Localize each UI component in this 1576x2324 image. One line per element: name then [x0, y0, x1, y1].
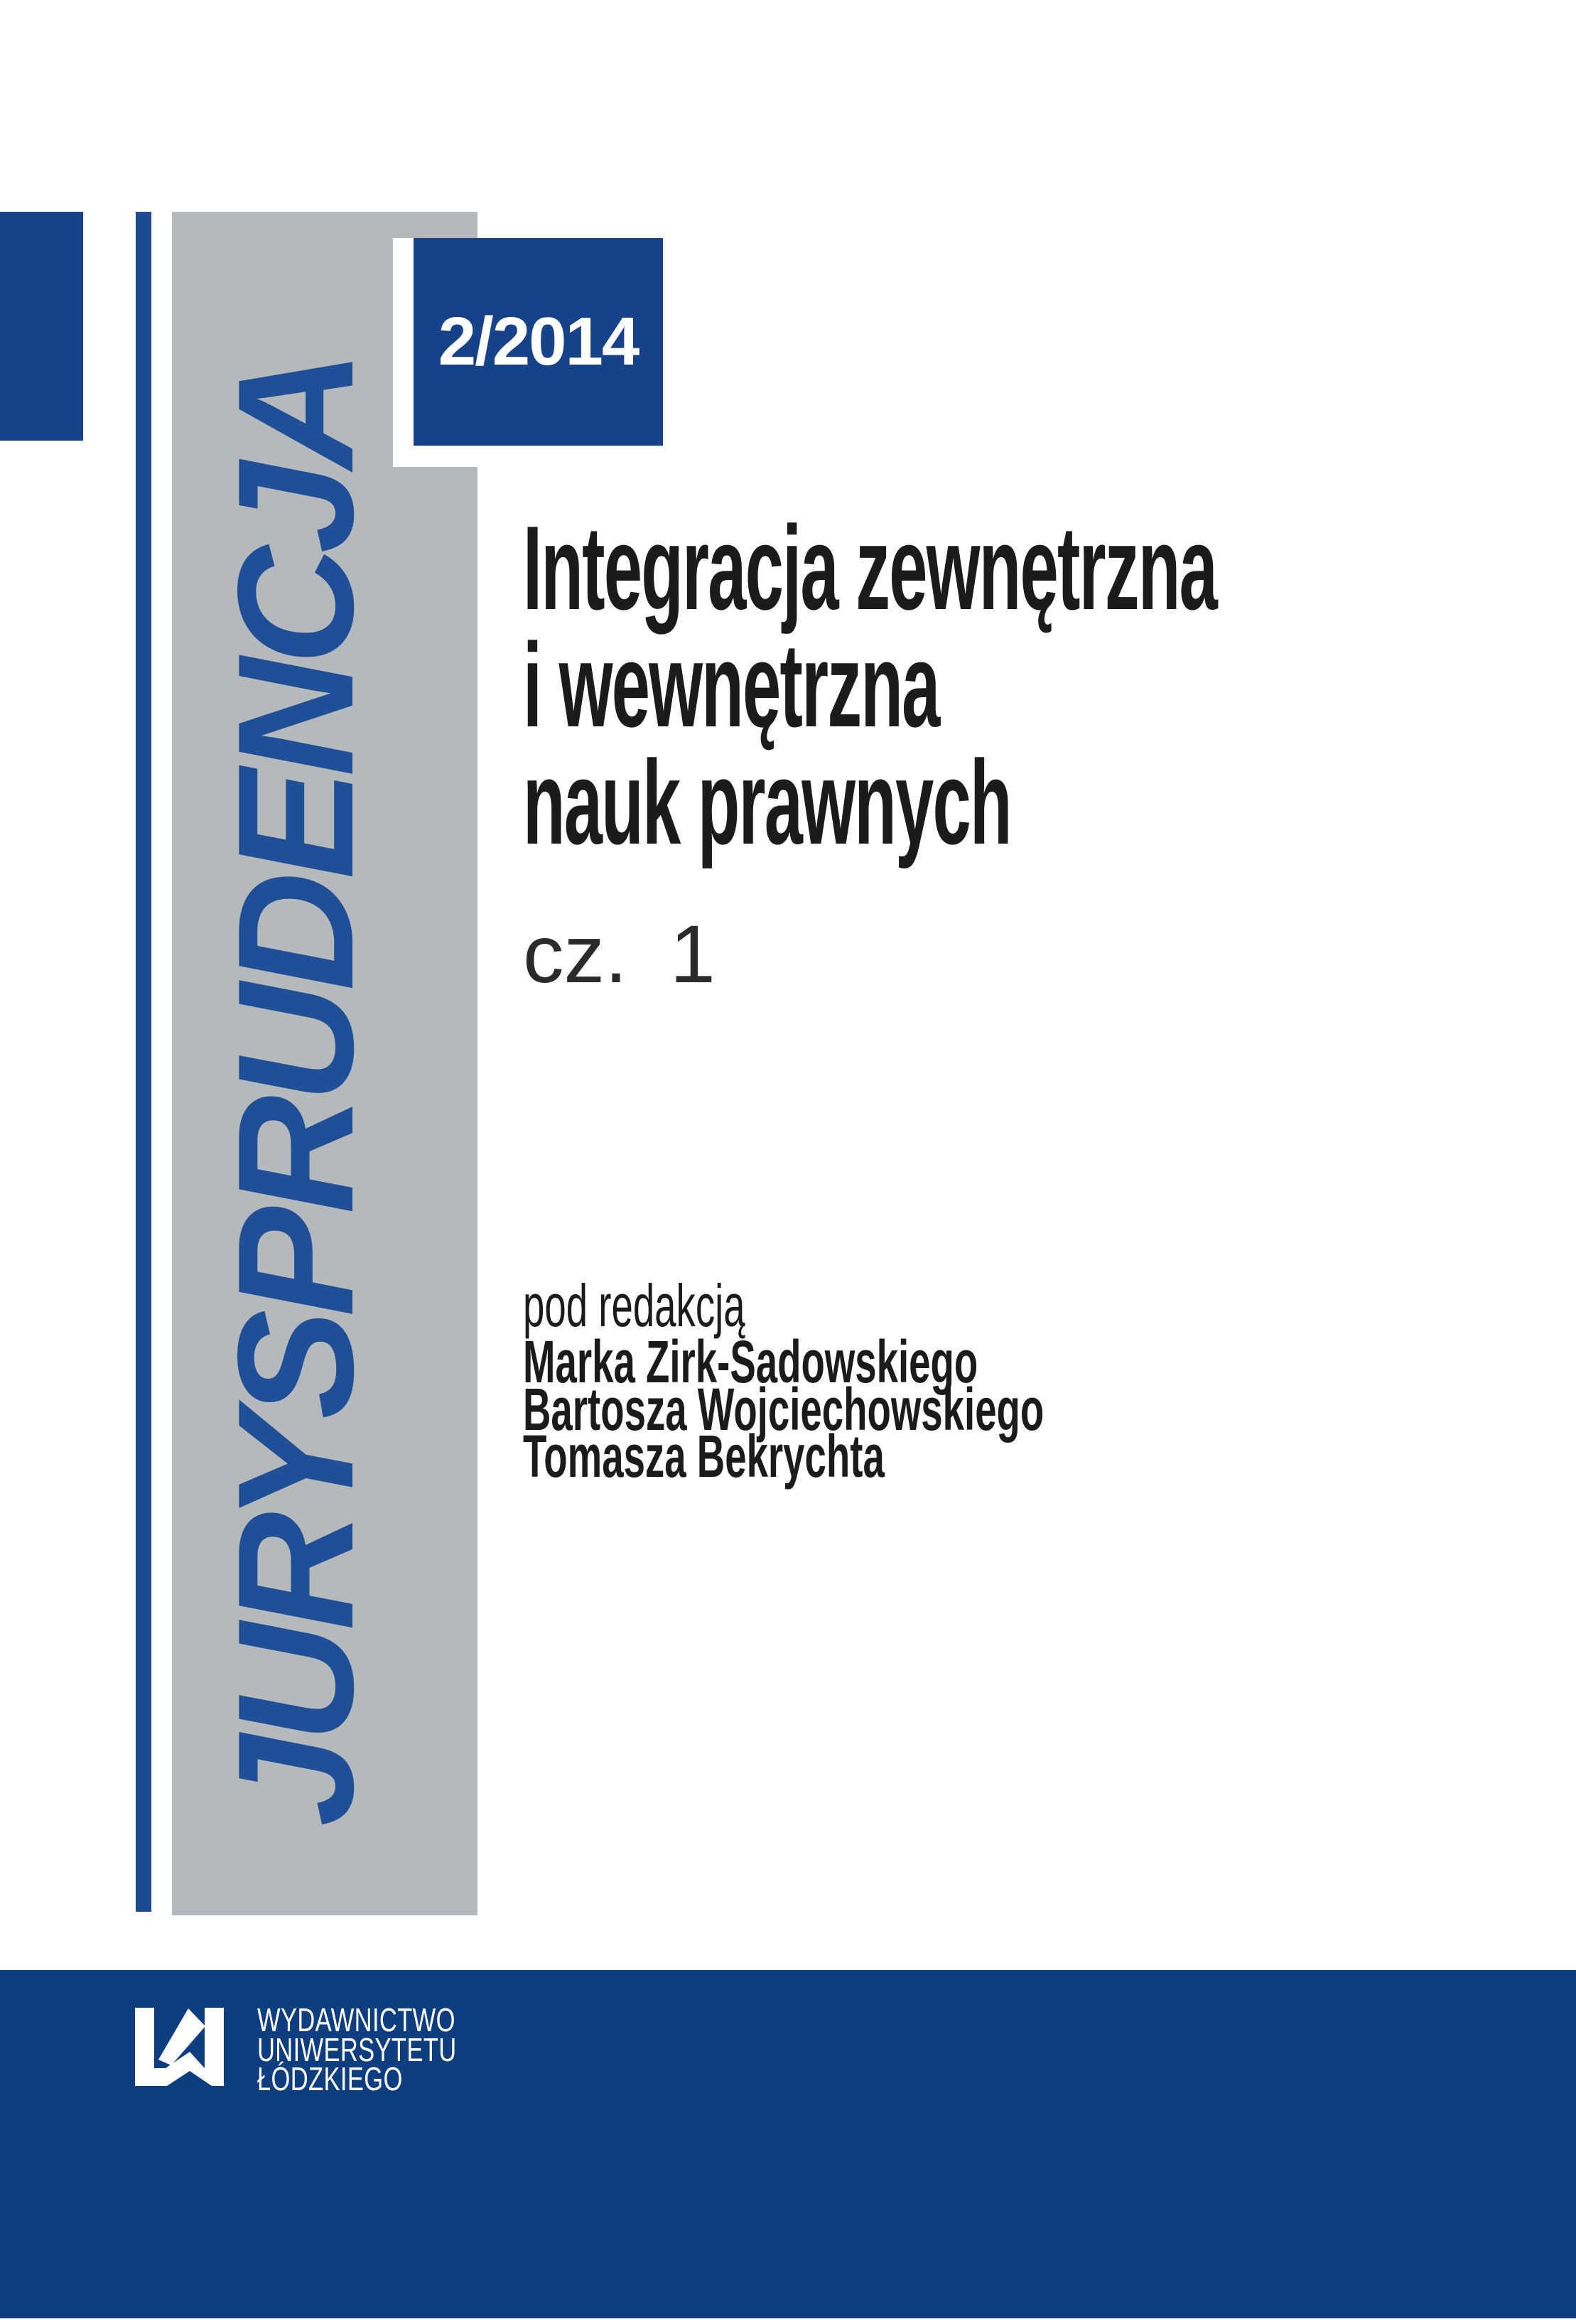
publisher-line-1: WYDAWNICTWO [257, 2001, 455, 2038]
lodz-university-press-logo-icon [131, 2004, 252, 2107]
editor-name: Bartosza Wojciechowskiego [523, 1376, 1045, 1443]
title-line-2: i wewnętrzna [523, 618, 939, 752]
editors-intro: pod redakcją [523, 1272, 745, 1339]
decor-left-rectangle [0, 212, 83, 441]
editor-name: Tomasza Bekrychta [523, 1423, 885, 1490]
decor-vertical-line [136, 212, 151, 1912]
editor-name: Marka Zirk-Sadowskiego [523, 1328, 978, 1395]
issue-badge [414, 238, 663, 446]
title-line-3: nauk prawnych [523, 736, 1011, 869]
journal-name-vertical: JURYSPRUDENCJA [204, 357, 388, 1827]
publisher-line-2: UNIWERSYTETU [257, 2030, 457, 2068]
publisher-name [257, 2001, 457, 2097]
issue-number: 2/2014 [438, 303, 639, 380]
part-number: cz. 1 [523, 909, 716, 1000]
title-line-1: Integracja zewnętrzna [523, 501, 1217, 635]
publisher-line-3: ŁÓDZKIEGO [257, 2060, 403, 2097]
